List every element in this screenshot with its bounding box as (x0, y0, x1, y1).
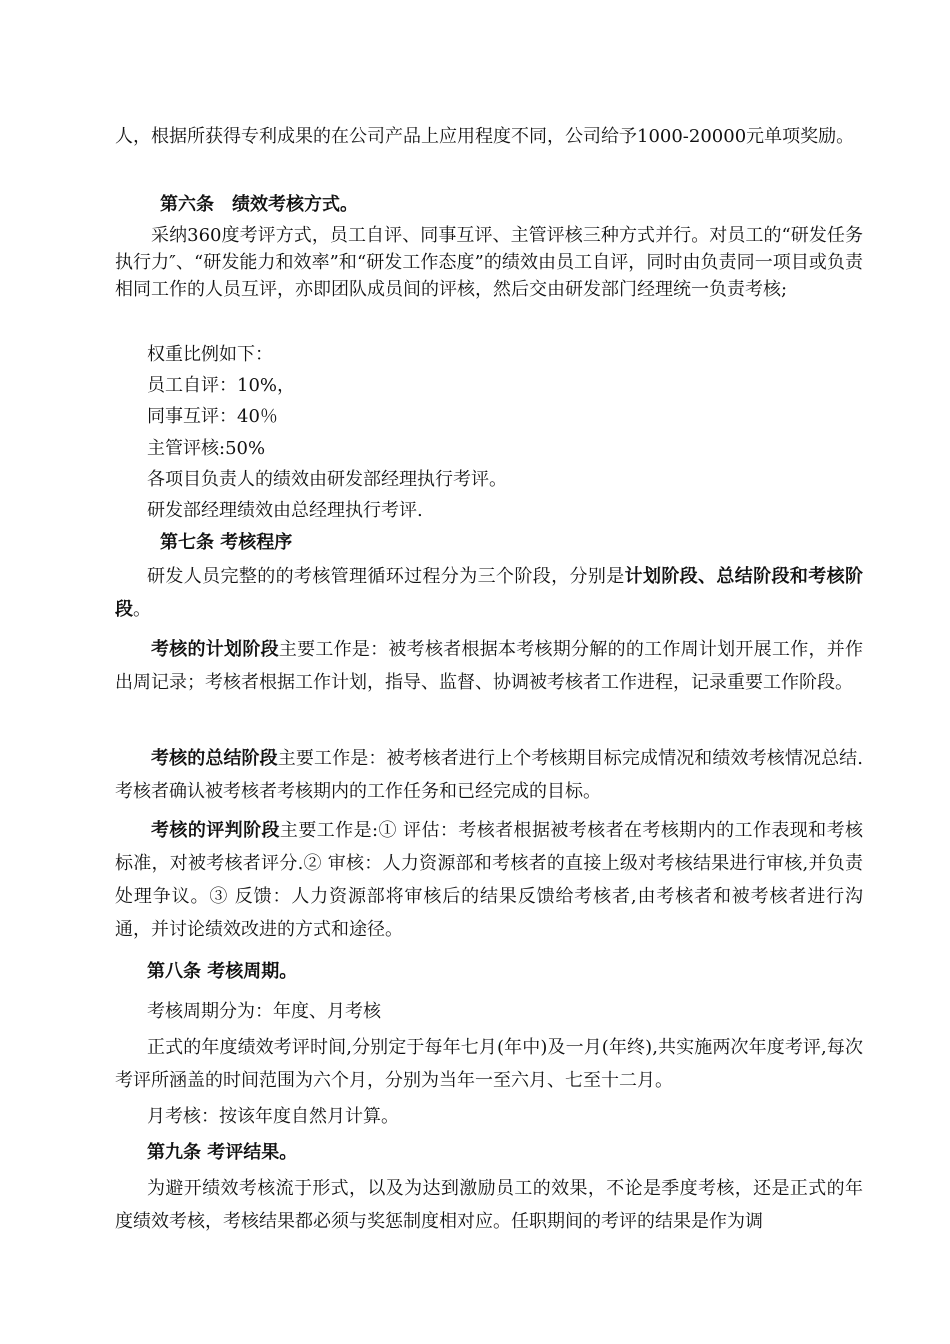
article-7-intro-text: 研发人员完整的的考核管理循环过程分为三个阶段，分别是 (147, 566, 625, 587)
article-8-heading: 第八条 考核周期。 (147, 961, 298, 982)
summary-stage-paragraph (115, 742, 863, 808)
planning-stage-label: 考核的计划阶段 (151, 639, 279, 660)
article-7-intro-end: 。 (133, 599, 151, 620)
planning-stage-paragraph (115, 633, 863, 699)
project-lead-evaluation: 各项目负责人的绩效由研发部经理执行考评。 (147, 469, 507, 490)
weight-manager-review: 主管评核:50% (147, 438, 266, 459)
monthly-review-paragraph: 月考核：按该年度自然月计算。 (147, 1106, 399, 1127)
weight-peer-review: 同事互评：40％ (147, 406, 278, 427)
weight-self-review: 员工自评：10%， (147, 375, 296, 396)
judgment-stage-paragraph (115, 814, 863, 946)
summary-stage-label: 考核的总结阶段 (151, 748, 278, 769)
rd-manager-evaluation: 研发部经理绩效由总经理执行考评. (147, 500, 423, 521)
article-7-intro (115, 560, 863, 626)
article-9-body: 为避开绩效考核流于形式，以及为达到激励员工的效果，不论是季度考核，还是正式的年度绩效考核，考核结果都必须与奖惩制度相对应。任职期间的考评的结果是作为调 (115, 1178, 863, 1232)
cycle-types: 考核周期分为：年度、月考核 (147, 1001, 381, 1022)
summary-stage-text: 主要工作是：被考核者进行上个考核期目标完成情况和绩效考核情况总结.考核者确认被考核者考核期内的工作任务和已经完成的目标。 (115, 748, 864, 802)
article-9-heading: 第九条 考评结果。 (147, 1142, 298, 1163)
article-6-heading: 第六条 绩效考核方式。 (160, 194, 358, 215)
article-6-body: 采纳360度考评方式，员工自评、同事互评、主管评核三种方式并行。对员工的“研发任务执行力″、“研发能力和效率”和“研发工作态度”的绩效由员工自评，同时由负责同一项目或负责相同工作的人员互评，亦即团队成员间的评核，然后交由研发部门经理统一负责考核; (115, 225, 863, 300)
weights-intro: 权重比例如下： (147, 344, 273, 365)
judgment-stage-label: 考核的评判阶段 (151, 820, 280, 841)
article-7-stages: 计划阶段、总结阶段和考核阶段 (115, 566, 863, 620)
annual-review-paragraph: 正式的年度绩效考评时间,分别定于每年七月(年中)及一月(年终),共实施两次年度考评,每次考评所涵盖的时间范围为六个月，分别为当年一至六月、七至十二月。 (115, 1037, 863, 1091)
article-7-heading: 第七条 考核程序 (160, 532, 293, 553)
judgment-stage-text: 主要工作是:① 评估：考核者根据被考核者在考核期内的工作表现和考核标准，对被考核者评分.② 审核：人力资源部和考核者的直接上级对考核结果进行审核,并负责处理争议。③ 反馈：人力资源部将审核后的结果反馈给考核者,由考核者和被考核者进行沟通，并讨论绩效改进的方式和途径。 (115, 820, 863, 940)
paragraph-patent-reward: 人，根据所获得专利成果的在公司产品上应用程度不同，公司给予1000-20000元单项奖励。 (115, 126, 855, 147)
planning-stage-text: 主要工作是：被考核者根据本考核期分解的的工作周计划开展工作，并作出周记录；考核者根据工作计划，指导、监督、协调被考核者工作进程，记录重要工作阶段。 (115, 639, 863, 693)
